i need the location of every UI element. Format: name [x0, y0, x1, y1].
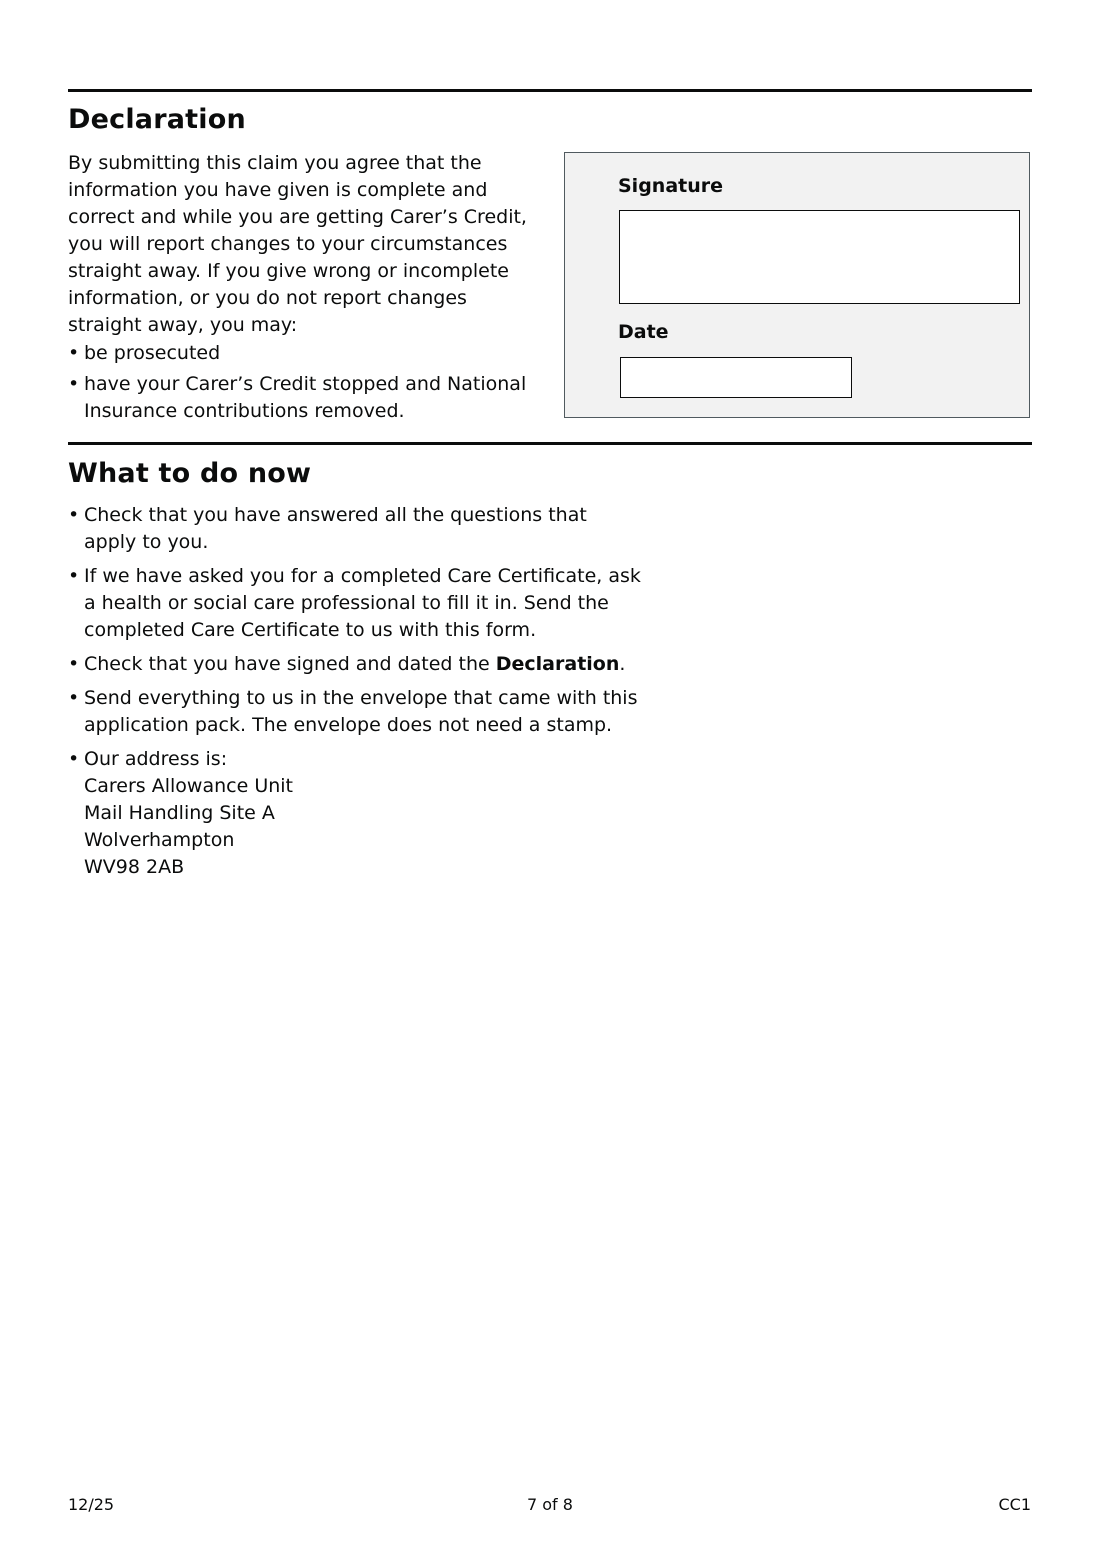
footer-form-code: CC1 — [998, 1495, 1031, 1514]
top-rule — [68, 89, 1032, 92]
list-item: • have your Carer’s Credit stopped and National Insurance contributions removed. — [68, 371, 548, 425]
footer-page-number: 7 of 8 — [527, 1495, 573, 1514]
declaration-consequences-list — [68, 340, 548, 429]
address-line: Wolverhampton — [84, 829, 235, 851]
date-label: Date — [618, 321, 669, 343]
list-item: • Send everything to us in the envelope that came with this application pack. The envelope does not need a stamp. — [68, 685, 668, 739]
text-line: information, or you do not report changes — [68, 287, 467, 309]
address-line: Mail Handling Site A — [84, 802, 275, 824]
text-line: By submitting this claim you agree that the — [68, 152, 482, 174]
text-line: straight away. If you give wrong or incomplete — [68, 260, 509, 282]
signature-label: Signature — [618, 175, 724, 197]
list-item: • Check that you have signed and dated the Declaration. — [68, 651, 668, 678]
list-item: • Our address is: Carers Allowance Unit Mail Handling Site A Wolverhampton WV98 2AB — [68, 746, 668, 881]
address-line: WV98 2AB — [84, 856, 185, 878]
footer-date-code: 12/25 — [68, 1495, 115, 1514]
signature-field[interactable] — [619, 210, 1020, 304]
signature-panel — [564, 152, 1030, 418]
address-line: Carers Allowance Unit — [84, 775, 293, 797]
list-item: • If we have asked you for a completed Care Certificate, ask a health or social care professional to fill it in. Send the completed Care Certificate to us with this form. — [68, 563, 668, 644]
what-to-do-heading: What to do now — [68, 458, 312, 489]
date-field[interactable] — [620, 357, 852, 398]
text-line: information you have given is complete and — [68, 179, 488, 201]
declaration-paragraph — [68, 150, 546, 339]
text-line: straight away, you may: — [68, 314, 298, 336]
text-line: correct and while you are getting Carer’s Credit, — [68, 206, 527, 228]
declaration-reference: Declaration — [495, 653, 620, 675]
declaration-heading: Declaration — [68, 104, 246, 135]
list-item: • be prosecuted — [68, 340, 548, 367]
what-to-do-list — [68, 502, 668, 888]
list-item: • Check that you have answered all the questions that apply to you. — [68, 502, 668, 556]
section-rule — [68, 442, 1032, 445]
text-line: you will report changes to your circumstances — [68, 233, 508, 255]
